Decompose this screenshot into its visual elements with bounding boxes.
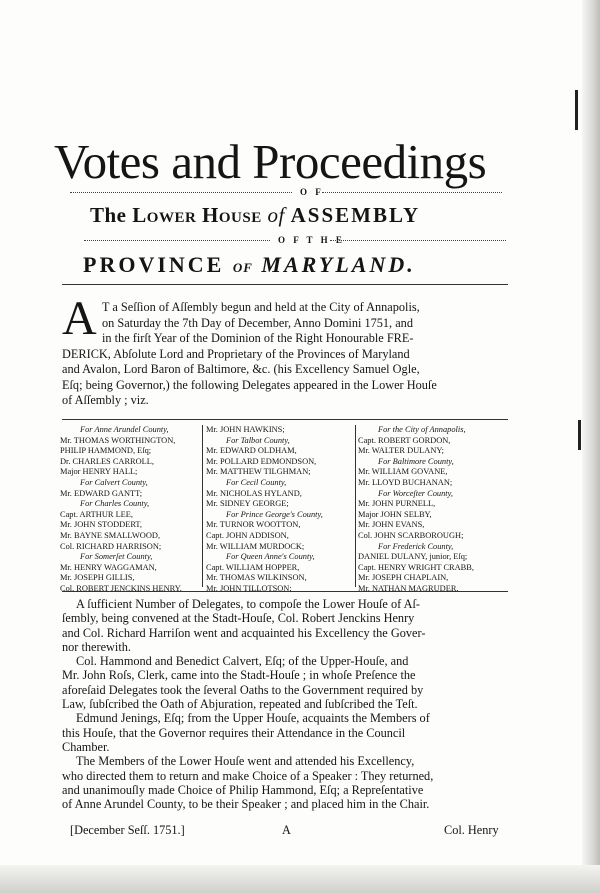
delegate-name: Mr. HENRY WAGGAMAN, [60, 562, 157, 572]
delegate-name: DANIEL DULANY, junior, Eſq; [358, 552, 468, 562]
signature-mark: A [282, 823, 291, 837]
county-heading: For Anne Arundel County, [80, 425, 169, 434]
county-heading: For Worceſter County, [378, 488, 453, 498]
delegate-name: Mr. NICHOLAS HYLAND, [206, 488, 302, 498]
delegate-name: Mr. THOMAS WORTHINGTON, [60, 435, 176, 445]
county-heading: For Baltimore County, [378, 456, 454, 466]
delegate-name: Mr. WILLIAM GOVANE, [358, 467, 448, 477]
delegate-name: Mr. POLLARD EDMONDSON, [206, 456, 317, 466]
delegate-name: Mr. JOHN HAWKINS; [206, 425, 285, 434]
of-word: O F [300, 187, 324, 197]
text-line: and Col. Richard Harriſon went and acquainted his Excellency the Gover- [62, 625, 426, 640]
delegate-name: Dr. CHARLES CARROLL, [60, 456, 154, 466]
delegate-name: Capt. HENRY WRIGHT CRABB, [358, 562, 474, 572]
text-line: The Members of the Lower Houſe went and attended his Excellency, [76, 754, 415, 769]
county-heading: For Frederick County, [378, 541, 454, 551]
delegate-name: Col. ROBERT JENCKINS HENRY, [60, 583, 182, 593]
margin-mark [575, 90, 578, 130]
delegate-name: Mr. EDWARD OLDHAM, [206, 446, 297, 456]
text-line: Mr. John Roſs, Clerk, came into the Stadt-Houſe ; in whoſe Preſence the [62, 668, 416, 683]
delegate-name: Mr. JOHN TILLOTSON; [206, 583, 292, 593]
delegates-column-1 [60, 425, 198, 595]
text-line: Law, ſubſcribed the Oath of Abjuration, repeated and ſubſcribed the Teſt. [62, 697, 418, 712]
delegate-name: Mr. EDWARD GANTT; [60, 488, 143, 498]
text-line: of Anne Arundel County, to be their Speaker ; and placed him in the Chair. [62, 797, 430, 812]
delegate-name: PHILIP HAMMOND, Eſq; [60, 446, 152, 456]
delegate-name: Mr. JOSEPH GILLIS, [60, 573, 135, 583]
title-rule-left [70, 192, 292, 193]
delegate-name: Col. RICHARD HARRISON; [60, 541, 162, 551]
county-heading: For Cecil County, [226, 477, 287, 487]
county-heading: For the City of Annapolis, [378, 425, 466, 434]
delegate-name: Mr. BAYNE SMALLWOOD, [60, 530, 161, 540]
delegate-name: Col. JOHN SCARBOROUGH; [358, 530, 464, 540]
delegate-name: Mr. JOHN PURNELL, [358, 499, 436, 509]
delegate-name: Mr. JOSEPH CHAPLAIN, [358, 573, 449, 583]
lower-house-heading: The LOWER HOUSE of ASSEMBLY [90, 203, 421, 227]
delegate-name: Mr. WALTER DULANY; [358, 446, 445, 456]
delegates-column-3 [358, 425, 508, 595]
page-bottom-shadow [0, 865, 600, 893]
proceedings-text [62, 597, 507, 811]
delegate-name: Mr. JOHN STODDERT, [60, 520, 143, 530]
delegate-name: Mr. WILLIAM MURDOCK; [206, 541, 305, 551]
text-line: who directed them to return and make Choice of a Speaker : They returned, [62, 768, 434, 783]
delegate-name: Mr. MATTHEW TILGHMAN; [206, 467, 311, 477]
text-line: Col. Hammond and Benedict Calvert, Eſq; of the Upper-Houſe, and [76, 654, 409, 669]
delegate-name: Capt. JOHN ADDISON, [206, 530, 289, 540]
delegate-name: Capt. WILLIAM HOPPER, [206, 562, 300, 572]
county-heading: For Prince George's County, [226, 509, 323, 519]
heading-rule [62, 284, 508, 285]
margin-mark [578, 420, 581, 450]
delegate-name: Mr. NATHAN MAGRUDER. [358, 583, 459, 593]
delegates-top-rule [62, 419, 508, 420]
delegate-name: Mr. TURNOR WOOTTON, [206, 520, 301, 530]
province-heading: PROVINCE OF MARYLAND. [83, 252, 416, 277]
delegate-name: Mr. JOHN EVANS, [358, 520, 425, 530]
delegate-name: Capt. ROBERT GORDON, [358, 435, 451, 445]
text-line: and unanimouſly made Choice of Philip Hammond, Eſq; a Repreſentative [62, 782, 424, 797]
of-the-words: O F T H E [278, 235, 345, 245]
delegate-name: Capt. ARTHUR LEE, [60, 509, 134, 519]
delegates-column-2 [206, 425, 351, 595]
text-line: nor therewith. [62, 639, 131, 654]
county-heading: For Charles County, [80, 499, 150, 509]
text-line: Edmund Jenings, Eſq; from the Upper Houſe, acquaints the Members of [76, 711, 430, 726]
drop-cap: A [62, 292, 97, 345]
rule-left [84, 240, 270, 241]
catchword: Col. Henry [444, 823, 499, 837]
document-title: Votes and Proceedings [54, 134, 487, 189]
text-line: A ſufficient Number of Delegates, to compoſe the Lower Houſe of Aſ- [76, 597, 420, 611]
rule-right [330, 240, 506, 241]
delegates-bottom-rule [62, 591, 508, 592]
county-heading: For Calvert County, [80, 477, 148, 487]
delegate-name: Major HENRY HALL; [60, 467, 138, 477]
county-heading: For Talbot County, [226, 435, 290, 445]
title-rule-right [322, 192, 502, 193]
session-footer: [December Seſſ. 1751.] [70, 823, 185, 837]
delegate-name: Mr. SIDNEY GEORGE; [206, 499, 289, 509]
county-heading: For Queen Anne's County, [226, 552, 315, 562]
delegate-name: Mr. THOMAS WILKINSON, [206, 573, 307, 583]
column-divider-1 [202, 425, 203, 587]
delegate-name: Major JOHN SELBY, [358, 509, 432, 519]
text-line: aforeſaid Delegates took the ſeveral Oaths to the Government required by [62, 682, 424, 697]
text-line: ſembly, being convened at the Stadt-Houſe, Col. Robert Jenckins Henry [62, 611, 415, 626]
county-heading: For Somerſet County, [80, 552, 153, 562]
delegate-name: Mr. LLOYD BUCHANAN; [358, 477, 453, 487]
column-divider-2 [355, 425, 356, 587]
page-edge-shadow [582, 0, 600, 893]
text-line: Chamber. [62, 739, 110, 754]
intro-paragraph: T a Seſſion of Aſſembly begun and held at the City of Annapolis, on Saturday the 7th Day of December, Anno Domini 1751, and in the firſt Year of the Dominion of the Right Honourable FRE- DERICK, Abſolute Lord and Proprietary of the Provinces of Maryland and Avalon, Lord Baron of Baltimore, &c. (his Excellency Samuel Ogle, Eſq; being Governor,) the following Delegates appeared in the Lower Houſe of Aſſembly ; viz. [62, 300, 437, 407]
text-line: this Houſe, that the Governor requires their Attendance in the Council [62, 725, 406, 740]
